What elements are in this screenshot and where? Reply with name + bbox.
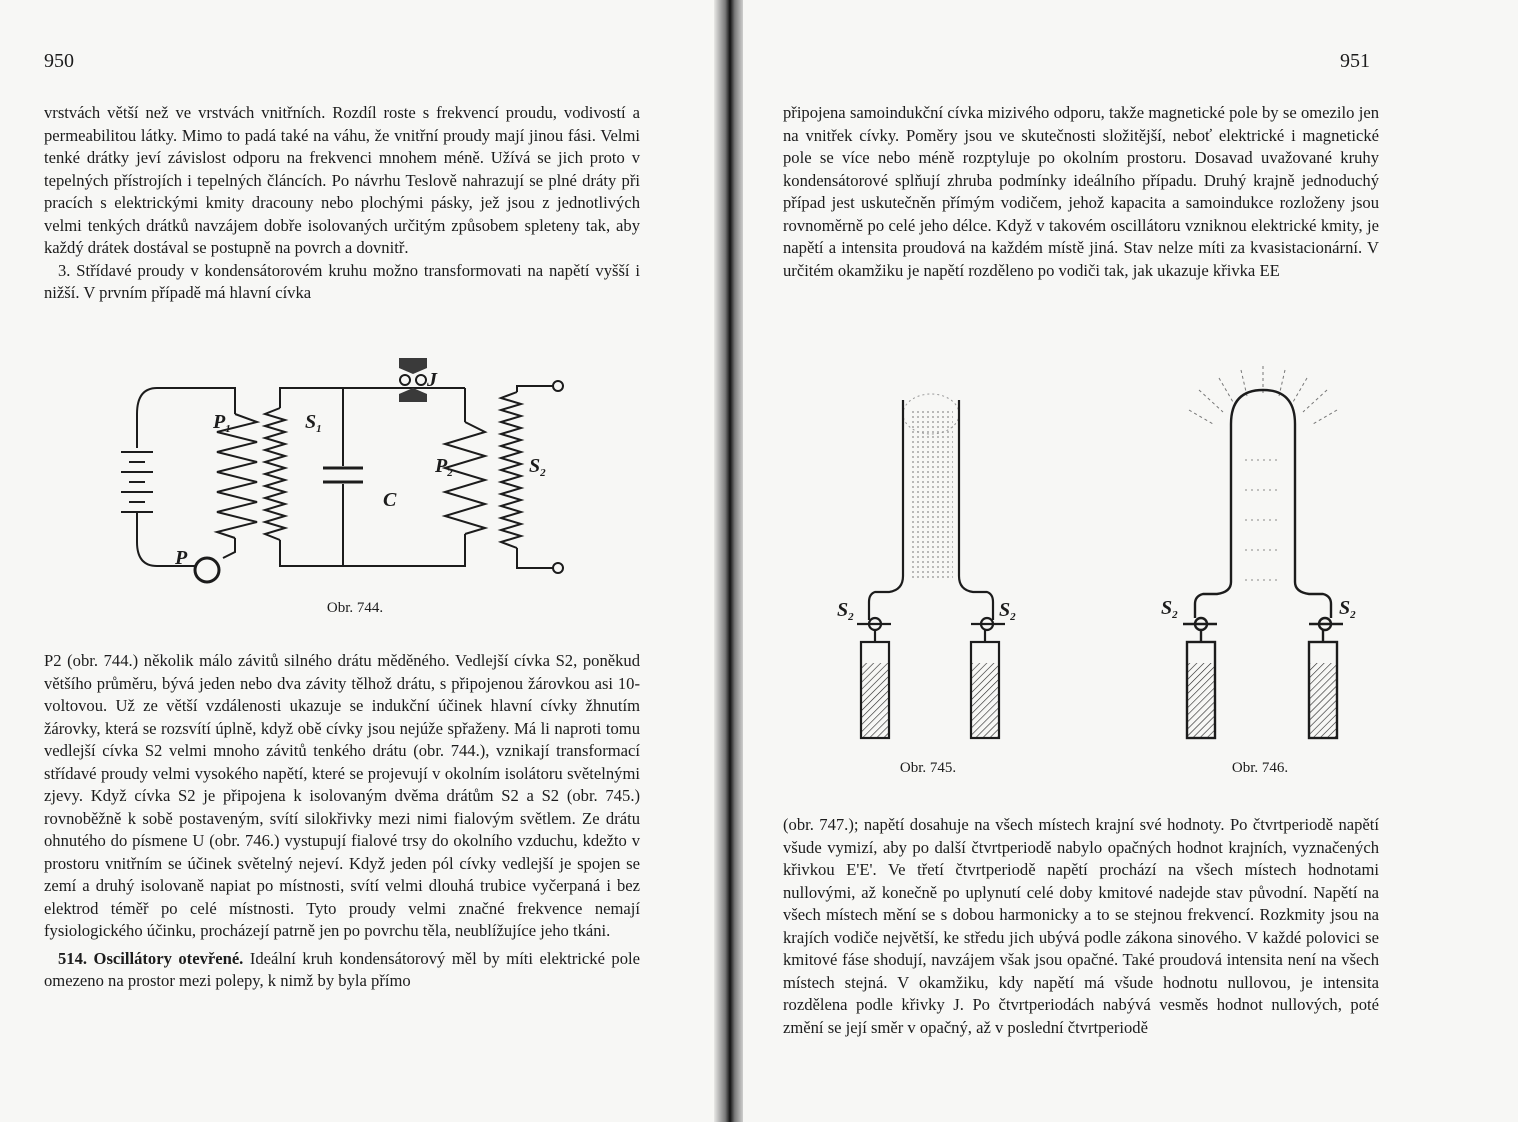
wire-left — [869, 400, 903, 620]
left-paragraph-4: 514. Oscillátory otevřené. Ideální kruh kondensátorový měl by míti elektrické pole omezeno na prostor mezi polepy, k nimž by byla přímo — [44, 948, 640, 990]
left-paragraph-2: 3. Střídavé proudy v kondensátorovém kruhu možno transformovati na napětí vyšší i nižší. V prvním případě má hlavní cívka — [44, 260, 640, 302]
label-p1: $P_1$ — [213, 411, 231, 435]
wire-battery-top — [137, 388, 157, 448]
spark-ball-right — [416, 375, 426, 385]
label-s1: $S_1$ — [305, 411, 322, 435]
right-paragraph-1: připojena samoindukční cívka mizivého odporu, takže magnetické pole by se omezilo jen na vnitřek cívky. Poměry jsou ve skutečnosti složitější, neboť elektrické i magnetické pole se více nebo méně rozptyluje po okolním prostoru. Dosavad uvažované kruhy kondensátorové splňují zhruba podmínky ideálního případu. Druhý krajně jednoduchý případ jest uskutečněn přímým vodičem, jehož kapacita a samoindukce rozloženy jsou rovnoměrně po celé jeho délce. Když v takovém oscillátoru vzniknou elektrické kmity, je napětí a intensita proudová na každém místě jiná. Stav nelze míti za kvasistacionární. V určitém okamžiku je napětí rozděleno po vodiči tak, jak ukazuje křivka EE — [783, 103, 1379, 280]
caption-fig-744: Obr. 744. — [326, 600, 384, 616]
spark-ball-left — [400, 375, 410, 385]
fig745-label-right: $S_2$ — [999, 599, 1016, 623]
figure-745-parallel-wires — [831, 380, 1041, 760]
wire-to-lamp — [223, 538, 235, 558]
lamp — [195, 558, 219, 582]
label-c: C — [383, 489, 397, 511]
left-page — [0, 0, 717, 1122]
fig746-label-left: $S_2$ — [1161, 597, 1178, 621]
left-paragraph-3: P2 (obr. 744.) několik málo závitů silného drátu měděného. Vedlejší cívka S2, poněkud většího průměru, bývá jeden nebo dva závity tělhož drátu, s připojenou žárovkou asi 10-voltovou. Už ze větší vzdálenosti ukazuje se indukční účinek hlavní cívky žhnutím žárovky, která se rozsvítí úplně, když obě cívky jsou nejúže spřaženy. Má li naproti tomu vedlejší cívka S2 velmi mnoho závitů tenkého drátu (obr. 744.), vznikají transformací střídavé proudy velmi vysokého napětí, které se projevují v okolním isolátoru světelnými zjevy. Když cívka S2 je připojena k isolovaným dvěma drátům S2 a S2 (obr. 745.) rovnoběžně k sobě postaveným, svítí silokřivky mezi nimi fialovým světlem. Ze drátu ohnutého do písmene U (obr. 746.) vystupují fialové trsy do okolního vzduchu, kdežto v prostoru vnitřním se účinek světelný nejeví. Když jeden pól cívky vedlejší je spojen se zemí a druhý isolovaně napiat po místnosti, svítí velmi dlouhá trubice vyčerpaná i bez elektrod téměř po celé místnosti. Tyto proudy velmi značné frekvence nemají fysiologického účinku, procházejí patrně jen po povrchu těla, neublížujíce jeho tkáni. 514. Oscillátory otevřené. Ideální kruh kondensátorový měl by míti elektrické pole omezeno na prostor mezi polepy, k nimž by byla přímo — [44, 650, 640, 993]
coil-s2 — [501, 392, 521, 548]
book-gutter — [714, 0, 746, 1122]
terminal-top — [553, 381, 563, 391]
u-wire — [1231, 390, 1295, 582]
left-paragraph-1: vrstvách větší než ve vrstvách vnitřních. Rozdíl roste s frekvencí proudu, vodivostí a permeabilitou látky. Mimo to padá také na váhu, že vnitřní proudy mají jinou fási. Velmi tenké drátky jeví závislost odporu na frekvenci mnohem méně. Užívá se jich proto v tepelných přístrojích i tepelných článcích. Po návrhu Teslově nahrazují se plné dráty při pracích s elektrickými kmity dracouny nebo plochými pásky, jež jsou z jednotlivých velmi tenkých drátků navzájem dobře isolovaných určitým způsobem spleteny tak, aby každý drátek dostával se postupně na povrch a dovnitř. 3. Střídavé proudy v kondensátorovém kruhu možno transformovati na napětí vyšší i nižší. V prvním případě má hlavní cívka — [44, 102, 640, 305]
wire-right — [959, 400, 993, 620]
page-number-right: 951 — [1340, 50, 1370, 72]
caption-fig-746: Obr. 746. — [1231, 760, 1289, 776]
wire-s1-bottom — [280, 534, 465, 566]
label-s2: $S_2$ — [529, 455, 546, 479]
page-number-left: 950 — [44, 50, 74, 72]
wire-s2-bottom — [517, 548, 553, 568]
fig746-label-right: $S_2$ — [1339, 597, 1356, 621]
figure-746-u-wire — [1153, 360, 1373, 760]
label-p2: $P_2$ — [435, 455, 453, 479]
coil-s1 — [265, 408, 285, 540]
label-p: P — [175, 547, 188, 569]
label-j: J — [427, 369, 437, 391]
terminal-bottom — [553, 563, 563, 573]
right-paragraph-2: (obr. 747.); napětí dosahuje na všech místech krajní své hodnoty. Po čtvrtperiodě napětí všude vymizí, aby po další čtvrtperiodě nabylo opačných hodnot krajních, vyznačených křivkou E'E'. Ve třetí čtvrtperiodě napětí prochází na všech místech hodnotami nullovými, až konečně po uplynutí celé doby kmitové nadejde stav původní. Napětí na všech místech mění se s dobou harmonicky a to se stejnou frekvencí. Rozkmity jsou na krajích vodiče největší, ke středu jich ubývá podle zákona sinového. V každé polovici se kmitové fáse shodují, navzájem však jsou opačné. Také proudová intensita není na všech místech stejná. V okamžiku, kdy napětí má všude hodnotu nullovou, je intensita rozdělena podle křivky J. Po čtvrtperiodách nabývá vesměs hodnot nullových, poté změní se její směr v opačný, až v poslední čtvrtperiodě — [783, 815, 1379, 1037]
figure-744-circuit — [105, 352, 585, 600]
caption-fig-745: Obr. 745. — [899, 760, 957, 776]
section-heading-514: 514. Oscillátory otevřené. — [58, 948, 244, 968]
right-page — [743, 0, 1518, 1122]
fig745-label-left: $S_2$ — [837, 599, 854, 623]
wire-s2-top — [517, 386, 553, 392]
